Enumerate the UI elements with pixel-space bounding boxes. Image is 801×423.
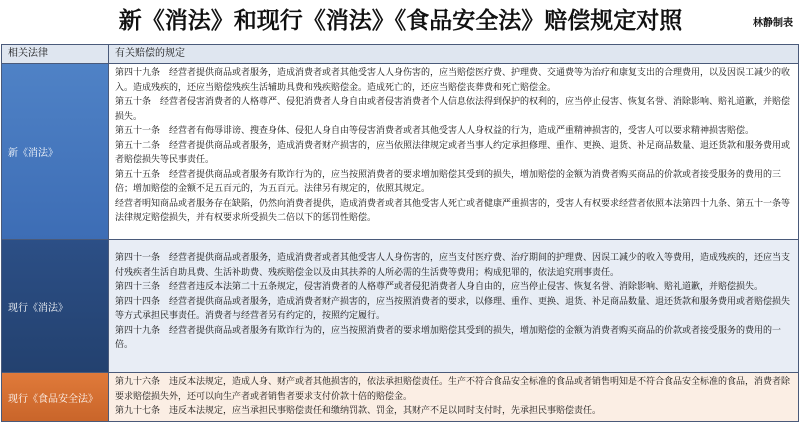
header-law: 相关法律 — [2, 45, 109, 64]
law-cell-food-safety-law — [2, 373, 109, 421]
law-cell-new-consumer-law — [2, 64, 109, 240]
provisions-cell-current-consumer-law — [109, 240, 798, 373]
law-cell-current-consumer-law — [2, 240, 109, 373]
provision-paragraph: 第四十九条 经营者提供商品或者服务，造成消费者或者其他受害人人身伤害的，应当赔偿医疗费、护理费、交通费等为治疗和康复支出的合理费用，以及因误工减少的收入。造成残疾的，还应当赔偿残疾生活辅助具费和残疾赔偿金。造成死亡的，还应当赔偿丧葬费和死亡赔偿金。 — [115, 68, 791, 93]
law-label: 现行《消法》 — [8, 302, 68, 314]
provision-paragraph: 经营者明知商品或者服务存在缺陷，仍然向消费者提供，造成消费者或者其他受害人死亡或者健康严重损害的，受害人有权要求经营者依照本法第四十九条、第五十一条等法律规定赔偿损失，并有权要求所受损失二倍以下的惩罚性赔偿。 — [115, 198, 791, 223]
law-label: 新《消法》 — [8, 148, 58, 159]
author-credit: 林静制表 — [753, 18, 793, 29]
provisions-cell-new-consumer-law — [109, 64, 798, 240]
provision-paragraph: 第九十七条 违反本法规定，应当承担民事赔偿责任和缴纳罚款、罚金，其财产不足以同时支付时，先承担民事赔偿责任。 — [115, 406, 602, 416]
provision-paragraph: 第五十条 经营者侵害消费者的人格尊严、侵犯消费者人身自由或者侵害消费者个人信息依法得到保护的权利的，应当停止侵害、恢复名誉、消除影响、赔礼道歉，并赔偿损失。 — [115, 97, 791, 122]
provision-paragraph: 第五十二条 经营者提供商品或者服务，造成消费者财产损害的，应当依照法律规定或者当事人约定承担修理、重作、更换、退货、补足商品数量、退还货款和服务费用或者赔偿损失等民事责任。 — [115, 140, 791, 165]
provision-paragraph: 第五十五条 经营者提供商品或者服务有欺诈行为的，应当按照消费者的要求增加赔偿其受到的损失，增加赔偿的金额为消费者购买商品的价款或者接受服务的费用的三倍；增加赔偿的金额不足五百元的，为五百元。法律另有规定的，依照其规定。 — [115, 169, 782, 194]
comparison-table — [1, 44, 799, 422]
provision-paragraph: 第四十三条 经营者违反本法第二十五条规定，侵害消费者的人格尊严或者侵犯消费者人身自由的，应当停止侵害、恢复名誉、消除影响、赔礼道歉，并赔偿损失。 — [115, 282, 764, 292]
provisions-cell-food-safety-law — [109, 373, 798, 421]
provision-paragraph: 第四十一条 经营者提供商品或者服务，造成消费者或者其他受害人人身伤害的，应当支付医疗费、治疗期间的护理费、因误工减少的收入等费用，造成残疾的，还应当支付残疾者生活自助具费、生活补助费、残疾赔偿金以及由其扶养的人所必需的生活费等费用；构成犯罪的，依法追究刑事责任。 — [115, 253, 791, 278]
law-label: 现行《食品安全法》 — [8, 393, 98, 405]
page-title: 新《消法》和现行《消法》《食品安全法》赔偿规定对照 — [118, 8, 683, 34]
provision-paragraph: 第九十六条 违反本法规定，造成人身、财产或者其他损害的，依法承担赔偿责任。生产不符合食品安全标准的食品或者销售明知是不符合食品安全标准的食品，消费者除要求赔偿损失外，还可以向生产者或者销售者要求支付价款十倍的赔偿金。 — [115, 377, 791, 402]
provision-paragraph: 第五十一条 经营者有侮辱诽谤、搜查身体、侵犯人身自由等侵害消费者或者其他受害人人身权益的行为，造成严重精神损害的，受害人可以要求精神损害赔偿。 — [115, 126, 755, 136]
provision-paragraph: 第四十四条 经营者提供商品或者服务，造成消费者财产损害的，应当按照消费者的要求，以修理、重作、更换、退货、补足商品数量、退还货款和服务费用或者赔偿损失等方式承担民事责任。消费者与经营者另有约定的，按照约定履行。 — [115, 296, 791, 321]
header-provisions: 有关赔偿的规定 — [109, 45, 798, 64]
provision-paragraph: 第四十九条 经营者提供商品或者服务有欺诈行为的，应当按照消费者的要求增加赔偿其受到的损失，增加赔偿的金额为消费者购买商品的价款或者接受服务的费用的一倍。 — [115, 325, 782, 350]
